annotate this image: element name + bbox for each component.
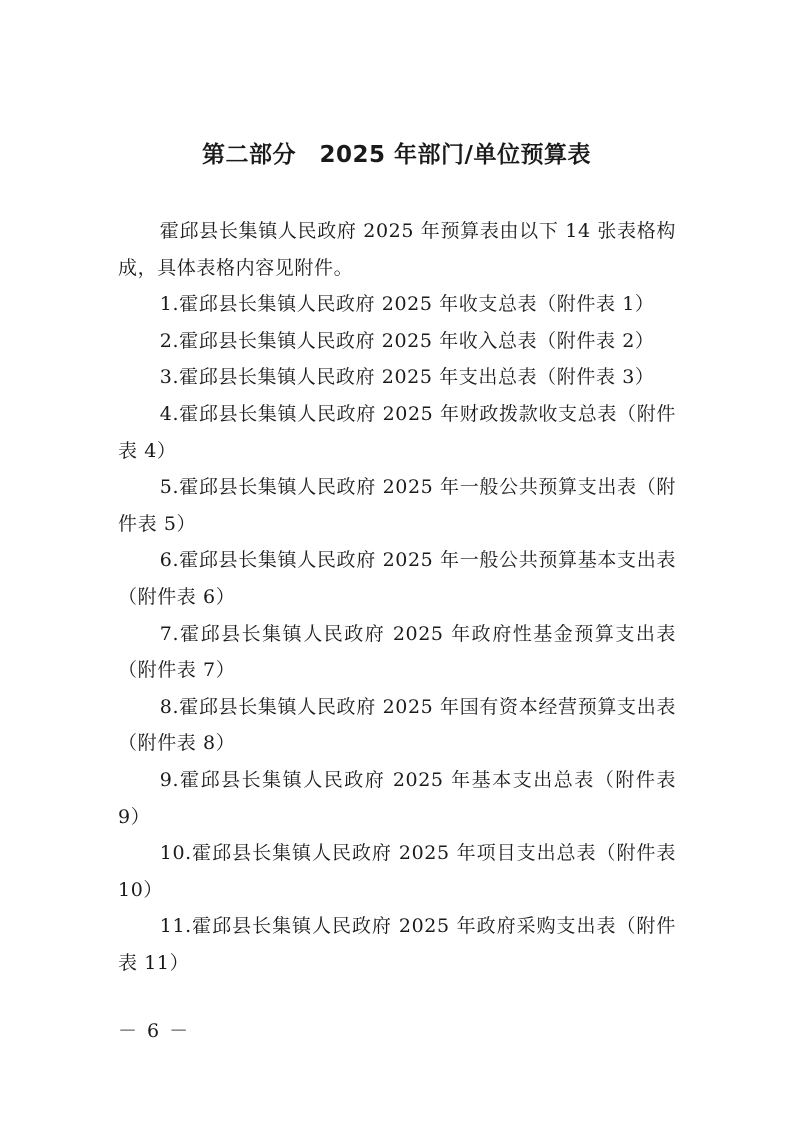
- list-item: 1.霍邱县长集镇人民政府 2025 年收支总表（附件表 1）: [159, 293, 655, 316]
- page-number: － 6 －: [118, 1020, 191, 1042]
- list-item: 5.霍邱县长集镇人民政府 2025 年一般公共预算支出表（附件表 5）: [118, 476, 676, 535]
- list-item: 6.霍邱县长集镇人民政府 2025 年一般公共预算基本支出表（附件表 6）: [118, 549, 676, 608]
- list-item: 10.霍邱县长集镇人民政府 2025 年项目支出总表（附件表 10）: [118, 842, 676, 901]
- intro-paragraph: 霍邱县长集镇人民政府 2025 年预算表由以下 14 张表格构成，具体表格内容见附件。: [118, 220, 676, 279]
- list-item: 4.霍邱县长集镇人民政府 2025 年财政拨款收支总表（附件表 4）: [118, 402, 676, 462]
- list-item: 11.霍邱县长集镇人民政府 2025 年政府采购支出表（附件表 11）: [118, 915, 676, 974]
- list-item: 9.霍邱县长集镇人民政府 2025 年基本支出总表（附件表 9）: [118, 768, 676, 828]
- page-title: 第二部分 2025 年部门/单位预算表: [202, 142, 591, 168]
- list-item: 2.霍邱县长集镇人民政府 2025 年收入总表（附件表 2）: [159, 329, 655, 352]
- list-item: 3.霍邱县长集镇人民政府 2025 年支出总表（附件表 3）: [159, 366, 655, 389]
- document-body: [118, 213, 676, 981]
- list-item: 7.霍邱县长集镇人民政府 2025 年政府性基金预算支出表（附件表 7）: [118, 622, 676, 682]
- list-item: 8.霍邱县长集镇人民政府 2025 年国有资本经营预算支出表（附件表 8）: [118, 695, 676, 755]
